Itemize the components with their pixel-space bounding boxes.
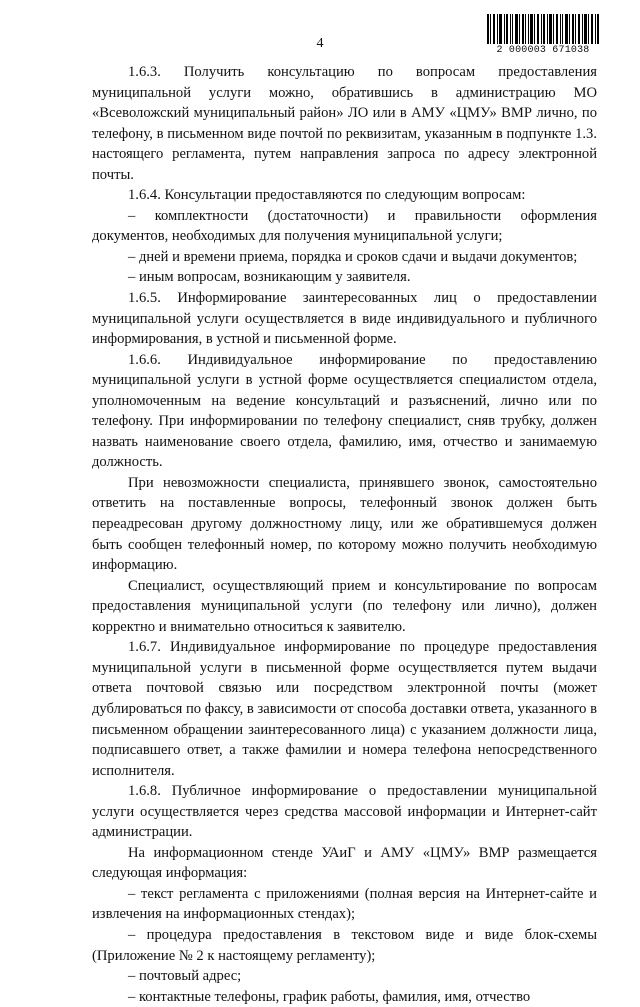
barcode-bars: [487, 14, 599, 44]
paragraph: На информационном стенде УАиГ и АМУ «ЦМУ» ВМР размещается следующая информация:: [92, 844, 597, 882]
list-item: – текст регламента с приложениями (полная версия на Интернет-сайте и извлечения на информационных стендах);: [92, 885, 597, 923]
paragraph-1-6-8: 1.6.8. Публичное информирование о предоставлении муниципальной услуги осуществляется через средства массовой информации и Интернет-сайт администрации.: [92, 783, 597, 841]
list-item: – иным вопросам, возникающим у заявителя.: [128, 269, 411, 286]
document-body: [92, 62, 597, 1007]
list-item: – контактные телефоны, график работы, фамилия, имя, отчество: [128, 988, 531, 1005]
paragraph-1-6-3: 1.6.3. Получить консультацию по вопросам предоставления муниципальной услуги можно, обратившись в администрацию МО «Всеволожский муниципальный район» ЛО или в АМУ «ЦМУ» ВМР лично, по телефону, в письменном виде почтой по реквизитам, указанным в подпункте 1.3. настоящего регламента, путем направления запроса по адресу электронной почты.: [92, 64, 597, 183]
barcode: [487, 14, 599, 56]
list-item: – процедура предоставления в текстовом виде и виде блок-схемы (Приложение № 2 к настоящему регламенту);: [92, 926, 597, 964]
paragraph-1-6-5: 1.6.5. Информирование заинтересованных лиц о предоставлении муниципальной услуги осуществляется в виде индивидуального и публичного информирования, в устной и письменной форме.: [92, 290, 597, 348]
paragraph: Специалист, осуществляющий прием и консультирование по вопросам предоставления муниципальной услуги (по телефону или лично), должен корректно и внимательно относиться к заявителю.: [92, 577, 597, 635]
paragraph-1-6-4: 1.6.4. Консультации предоставляются по следующим вопросам:: [128, 187, 526, 204]
barcode-digits: 2 000003 671038: [496, 45, 590, 56]
list-item: – комплектности (достаточности) и правильности оформления документов, необходимых для получения муниципальной услуги;: [92, 207, 597, 245]
list-item: – дней и времени приема, порядка и сроков сдачи и выдачи документов;: [128, 248, 578, 265]
paragraph-1-6-6: 1.6.6. Индивидуальное информирование по предоставлению муниципальной услуги в устной форме осуществляется специалистом отдела, уполномоченным на ведение консультаций и разъяснений, лично или по телефону. При информировании по телефону специалист, сняв трубку, должен назвать наименование своего отдела, фамилию, имя, отчество и занимаемую должность.: [92, 351, 597, 471]
page-number: 4: [316, 36, 324, 51]
paragraph: При невозможности специалиста, принявшего звонок, самостоятельно ответить на поставленные вопросы, телефонный звонок должен быть переадресован другому должностному лицу, или же обратившемуся должен быть сообщен телефонный номер, по которому можно получить необходимую информацию.: [92, 474, 597, 574]
list-item: – почтовый адрес;: [128, 968, 242, 985]
paragraph-1-6-7: 1.6.7. Индивидуальное информирование по процедуре предоставления муниципальной услуги в письменной форме осуществляется путем выдачи ответа почтовой связью или посредством электронной почты (может дублироваться по факсу, в зависимости от способа доставки ответа, указанного в письменном обращении заинтересованного лица) с указанием должности лица, подписавшего ответ, а также фамилии и номера телефона непосредственного исполнителя.: [92, 639, 597, 779]
